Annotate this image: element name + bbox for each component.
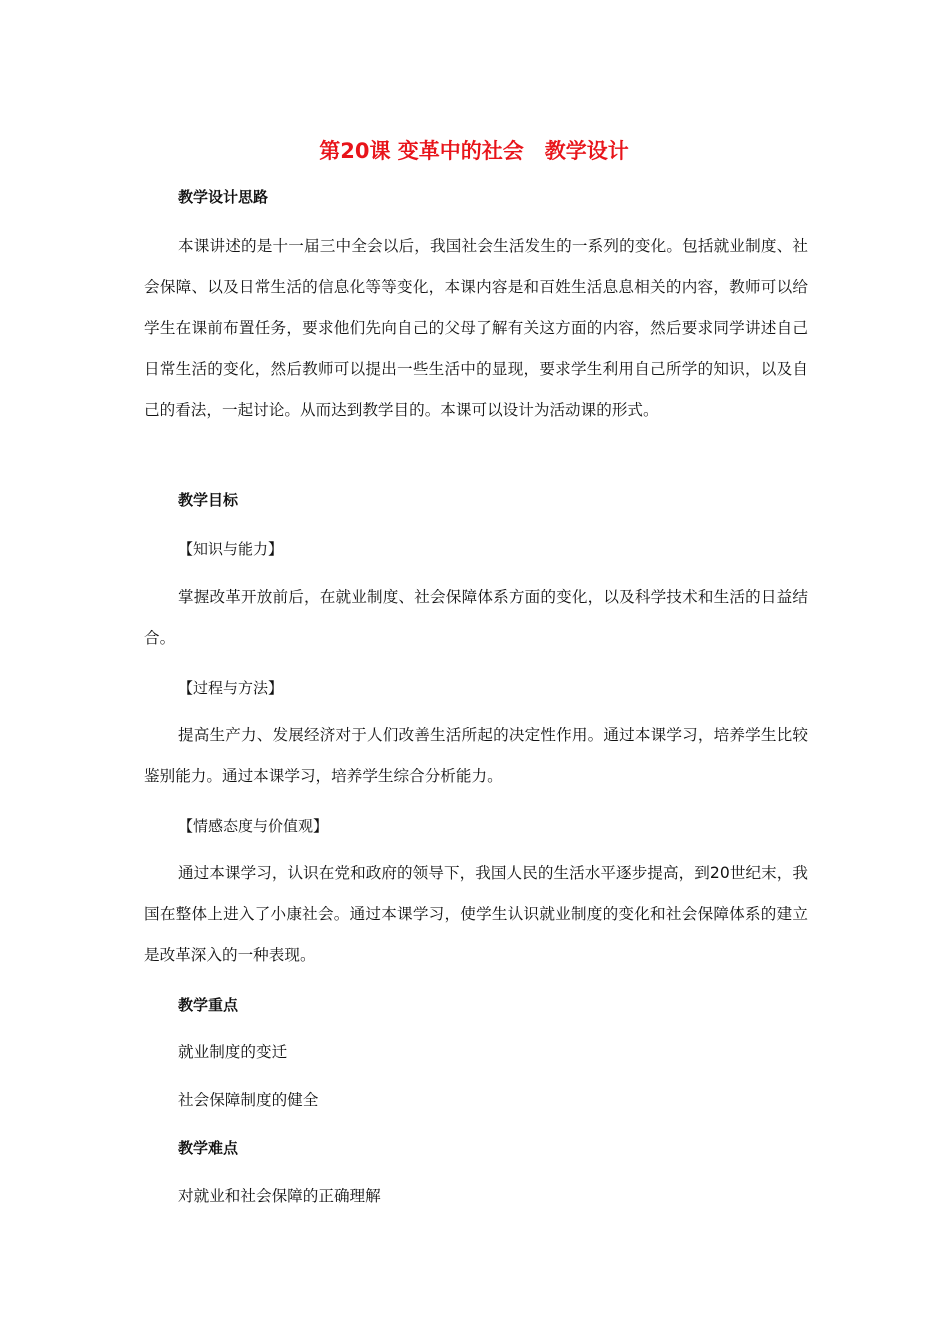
process-heading: 【过程与方法】	[178, 679, 284, 697]
key-heading: 教学重点	[178, 996, 239, 1014]
key-point-item: 社会保障制度的健全	[178, 1091, 319, 1109]
emotion-paragraph: 通过本课学习，认识在党和政府的领导下，我国人民的生活水平逐步提高，到20世纪末，我国在整体上进入了小康社会。通过本课学习，使学生认识就业制度的变化和社会保障体系的建立是改革深入的一种表现。	[144, 864, 808, 964]
goals-heading: 教学目标	[178, 491, 239, 509]
difficulty-heading: 教学难点	[178, 1139, 239, 1157]
document-title: 第20课 变革中的社会 教学设计	[319, 139, 629, 163]
process-paragraph: 提高生产力、发展经济对于人们改善生活所起的决定性作用。通过本课学习，培养学生比较鉴别能力。通过本课学习，培养学生综合分析能力。	[144, 726, 808, 785]
key-point-item: 就业制度的变迁	[178, 1043, 288, 1061]
knowledge-paragraph: 掌握改革开放前后，在就业制度、社会保障体系方面的变化，以及科学技术和生活的日益结合。	[144, 588, 808, 647]
difficulty-point-item: 对就业和社会保障的正确理解	[178, 1187, 381, 1205]
design-heading: 教学设计思路	[178, 188, 269, 206]
emotion-heading: 【情感态度与价值观】	[178, 817, 329, 835]
design-paragraph: 本课讲述的是十一届三中全会以后，我国社会生活发生的一系列的变化。包括就业制度、社会保障、以及日常生活的信息化等等变化，本课内容是和百姓生活息息相关的内容，教师可以给学生在课前布置任务，要求他们先向自己的父母了解有关这方面的内容，然后要求同学讲述自己日常生活的变化，然后教师可以提出一些生活中的显现，要求学生利用自己所学的知识，以及自己的看法，一起讨论。从而达到教学目的。本课可以设计为活动课的形式。	[144, 237, 808, 419]
knowledge-heading: 【知识与能力】	[178, 540, 284, 558]
